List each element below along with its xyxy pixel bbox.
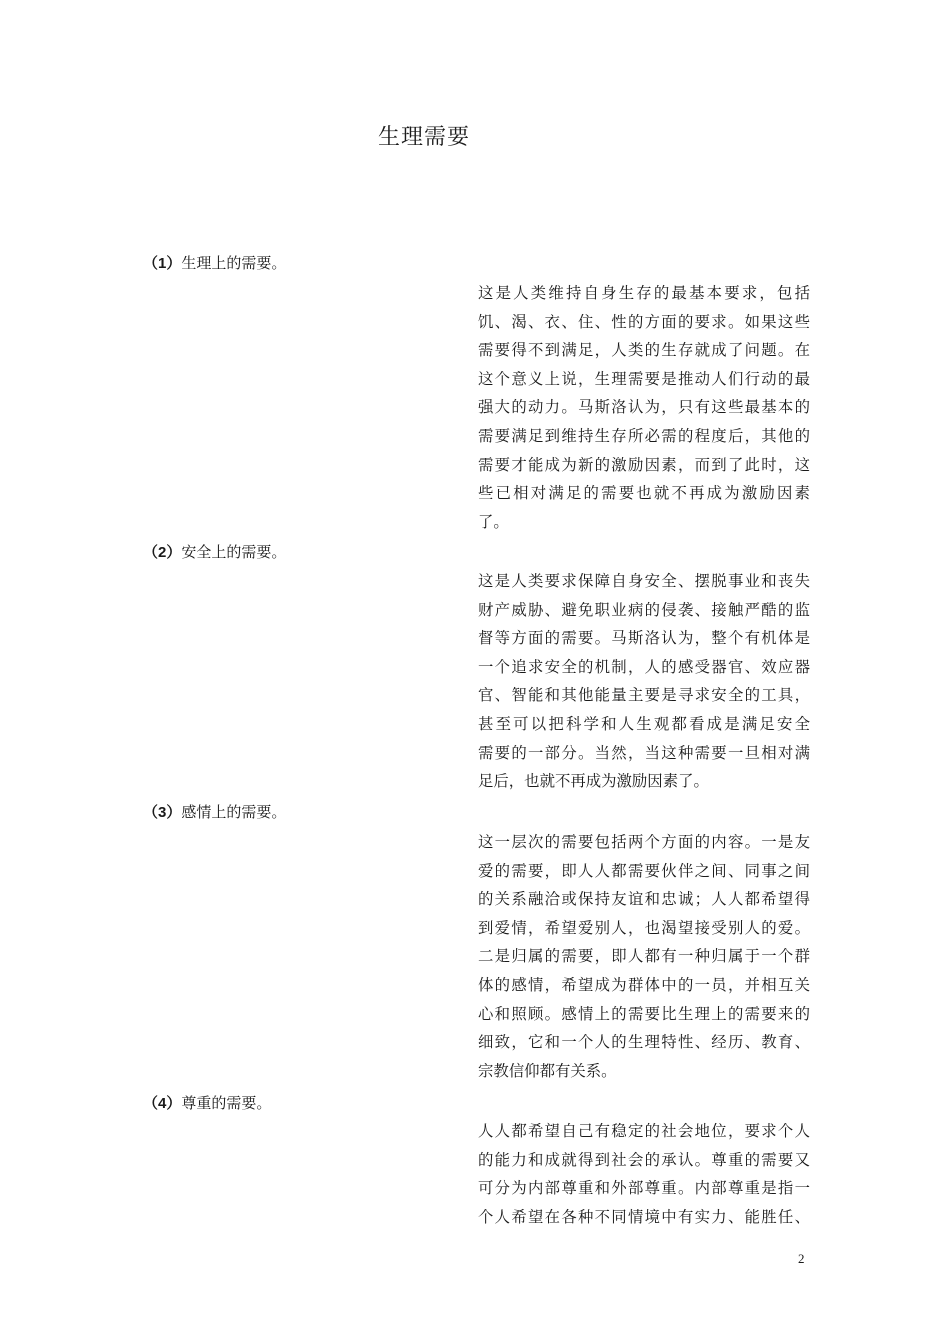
page-number: 2 (798, 1251, 805, 1266)
section-body-1 (478, 279, 810, 536)
paragraph-line: 足后，也就不再成为激励因素了。 (478, 772, 709, 791)
section-body-3 (478, 828, 810, 1085)
paragraph-line: 可分为内部尊重和外部尊重。内部尊重是指一 (478, 1179, 810, 1198)
section-number-2: （2） (143, 544, 182, 561)
paragraph-line: 这是人类维持自身生存的最基本要求，包括 (478, 284, 810, 302)
paragraph-line: 到爱情，希望爱别人，也渴望接受别人的爱。 (478, 918, 810, 937)
paragraph-line: 这是人类要求保障自身安全、摆脱事业和丧失 (478, 572, 810, 590)
section-number-1: （1） (143, 255, 182, 272)
paragraph-line: 一个追求安全的机制，人的感受器官、效应器 (478, 657, 810, 676)
section-number-4: （4） (143, 1095, 182, 1112)
paragraph-line: 心和照顾。感情上的需要比生理上的需要来的 (478, 1004, 810, 1023)
section-heading-text-3: 感情上的需要。 (181, 803, 287, 821)
paragraph-line: 个人希望在各种不同情境中有实力、能胜任、 (478, 1207, 810, 1226)
paragraph-line: 二是归属的需要，即人都有一种归属于一个群 (478, 947, 810, 966)
paragraph-line: 需要满足到维持生存所必需的程度后，其他的 (478, 426, 810, 445)
paragraph-line: 财产威胁、避免职业病的侵袭、接触严酷的监 (478, 600, 810, 619)
paragraph-line: 些已相对满足的需要也就不再成为激励因素 (478, 484, 810, 503)
paragraph-line: 这一层次的需要包括两个方面的内容。一是友 (478, 833, 810, 851)
paragraph-line: 的关系融洽或保持友谊和忠诚；人人都希望得 (478, 890, 810, 909)
section-heading-text-1: 生理上的需要。 (181, 254, 287, 272)
paragraph-line: 督等方面的需要。马斯洛认为，整个有机体是 (478, 629, 810, 648)
paragraph-line: 细致，它和一个人的生理特性、经历、教育、 (478, 1033, 810, 1052)
page-title: 生理需要 (378, 125, 471, 150)
section-heading-3 (143, 801, 286, 822)
paragraph-line: 宗教信仰都有关系。 (478, 1061, 617, 1080)
paragraph-line: 需要得不到满足，人类的生存就成了问题。在 (478, 341, 810, 360)
paragraph-line: 的能力和成就得到社会的承认。尊重的需要又 (478, 1150, 810, 1169)
paragraph-line: 体的感情，希望成为群体中的一员，并相互关 (478, 975, 810, 994)
paragraph-line: 爱的需要，即人人都需要伙伴之间、同事之间 (478, 861, 810, 880)
section-heading-1 (143, 252, 286, 273)
section-heading-text-4: 尊重的需要。 (181, 1094, 272, 1112)
section-heading-text-2: 安全上的需要。 (181, 543, 287, 561)
paragraph-line: 强大的动力。马斯洛认为，只有这些最基本的 (478, 398, 810, 417)
paragraph-line: 官、智能和其他能量主要是寻求安全的工具， (478, 686, 810, 705)
paragraph-line: 需要的一部分。当然，当这种需要一旦相对满 (478, 743, 810, 762)
paragraph-line: 了。 (478, 512, 509, 531)
section-heading-2 (143, 541, 286, 562)
paragraph-line: 需要才能成为新的激励因素，而到了此时，这 (478, 455, 810, 474)
paragraph-line: 饥、渴、衣、住、性的方面的要求。如果这些 (478, 312, 810, 331)
paragraph-line: 这个意义上说，生理需要是推动人们行动的最 (478, 369, 810, 388)
paragraph-line: 甚至可以把科学和人生观都看成是满足安全 (478, 714, 810, 733)
section-number-3: （3） (143, 804, 182, 821)
section-heading-4 (143, 1092, 271, 1113)
section-body-2 (478, 567, 810, 796)
paragraph-line: 人人都希望自己有稳定的社会地位，要求个人 (478, 1122, 810, 1140)
section-body-4 (478, 1117, 810, 1231)
